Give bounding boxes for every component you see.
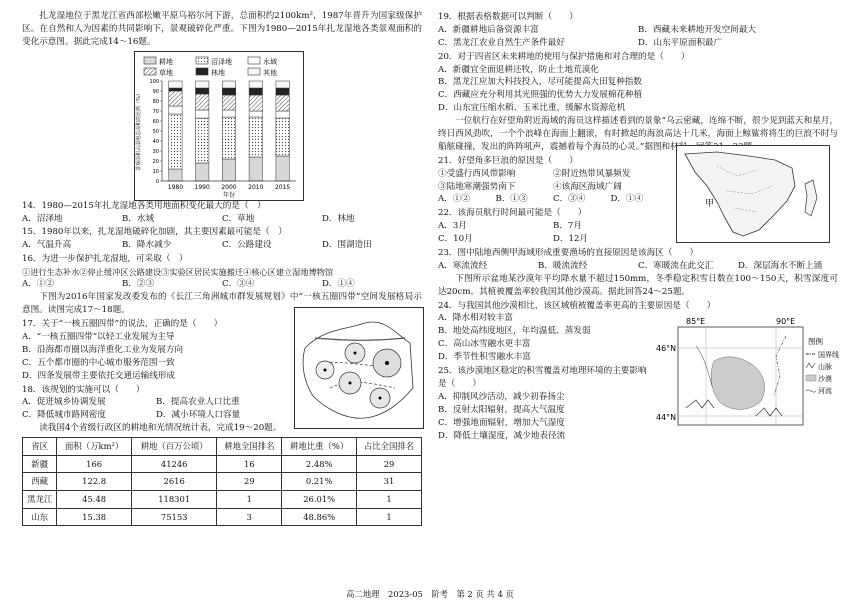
table-cell: 西藏 xyxy=(23,473,57,491)
table-cell: 29 xyxy=(357,455,422,473)
intro-21-23: 一位航行在好望角附近海域的海员这样描述看到的景象“乌云密藏，连绵不断，很少见到蓝天和星月，终日西风劲吹，一个个浪峰在海面上翻滚，有时掀起的海浪高达十几米，海面上鲸鲨将将生的巨浪不时与船舷碰撞，发出的阵阵吼声，震撼着每个海员的心灵。”据图和材料，回答21～23题。 xyxy=(438,116,838,152)
bar-segment xyxy=(196,118,209,163)
table-cell: 75153 xyxy=(132,508,217,526)
q18-option-c[interactable]: C．降低城市路网密度 xyxy=(22,410,106,421)
q19-option-c[interactable]: C．黑龙江农业自然生产条件最好 xyxy=(438,37,565,48)
y-tick-label: 10 xyxy=(152,168,159,175)
bar-segment xyxy=(222,117,235,159)
legend-swatch xyxy=(248,68,260,75)
bar-segment xyxy=(249,157,262,181)
section-17-18 xyxy=(22,291,422,422)
legend-mountain: 山脉 xyxy=(818,362,832,371)
table-cell: 1 xyxy=(217,490,282,508)
q23-option-c[interactable]: C．寒暖流在此交汇 xyxy=(638,260,714,271)
q21-items xyxy=(438,168,668,194)
q21-item: ①受盛行西风带影响 xyxy=(438,168,516,179)
q25-option-c[interactable]: C．增强地面辐射，增加大气湿度 xyxy=(438,417,565,428)
question-17: 17．关于“一核五圈四带”的说法，正确的是（ ） xyxy=(22,319,223,330)
bar-segment xyxy=(169,88,182,91)
question-22: 22．该海员航行时间最可能是（ ） xyxy=(438,208,587,219)
q16-option-c[interactable]: C．③④ xyxy=(222,279,255,290)
bar-segment xyxy=(169,169,182,181)
table-cell: 16 xyxy=(217,455,282,473)
table-cell: 山东 xyxy=(23,508,57,526)
table-cell: 15.38 xyxy=(57,508,132,526)
y-tick-label: 20 xyxy=(152,158,159,165)
question-21: 21．好望角多巨浪的原因是（ ） xyxy=(438,155,578,166)
q15-option-b[interactable]: B．降水减少 xyxy=(122,240,172,251)
table-cell: 41246 xyxy=(132,455,217,473)
table-cell: 29 xyxy=(217,473,282,491)
bar-segment xyxy=(222,110,235,117)
table-header-row xyxy=(23,438,422,456)
bar-segment xyxy=(249,81,262,88)
legend-label: 耕地 xyxy=(159,57,173,66)
q16-items: ①进行生态补水②停止缓冲区公路建设③实验区居民实施搬迁④核心区建立湿地博物馆 xyxy=(22,267,334,278)
legend-swatch xyxy=(144,57,156,64)
q22-option-b[interactable]: B．7月 xyxy=(553,221,582,232)
legend-swatch xyxy=(196,57,208,64)
left-column xyxy=(22,10,422,526)
y-tick-label: 60 xyxy=(152,118,159,125)
q14-options xyxy=(22,213,422,226)
q18-option-a[interactable]: A．促进城乡协调发展 xyxy=(22,397,106,408)
bar-segment xyxy=(169,106,182,114)
lon-90-label: 90°E xyxy=(776,316,796,326)
landscape-bar-chart xyxy=(134,51,304,201)
q21-option-c[interactable]: C．③④ xyxy=(553,194,586,205)
table-row xyxy=(23,508,422,526)
intro-24-25: 下图所示盆地某沙漠年平均降水量不超过150mm，冬季稳定积雪日数在100～150天，积雪深度可达20cm。其植被覆盖率较我国其他沙漠高。据此回答24～25题。 xyxy=(438,273,838,297)
legend-label: 其他 xyxy=(263,68,277,77)
table-header: 面积（万km²） xyxy=(57,438,132,456)
q17-options xyxy=(22,331,290,383)
q22-option-a[interactable]: A．3月 xyxy=(438,221,467,232)
table-cell: 48.86% xyxy=(282,508,357,526)
q21-item: ③陆地寒潮强势南下 xyxy=(438,181,516,192)
q17-option-b[interactable]: B．沿海都市圈以海洋重化工业为发展方向 xyxy=(22,344,184,355)
table-cell: 1 xyxy=(357,508,422,526)
q15-option-a[interactable]: A．气温升高 xyxy=(22,240,72,251)
table-cell: 118301 xyxy=(132,490,217,508)
q14-option-b[interactable]: B．水域 xyxy=(122,213,155,224)
table-cell: 122.8 xyxy=(57,473,132,491)
bar-segment xyxy=(276,88,289,95)
q23-option-d[interactable]: D．深层海水不断上涌 xyxy=(738,260,823,271)
bar-segment xyxy=(169,91,182,106)
legend-label: 草地 xyxy=(159,68,173,77)
bar-segment xyxy=(276,156,289,181)
bar-segment xyxy=(169,114,182,169)
q20-options xyxy=(438,64,838,116)
lat-46-label: 46°N xyxy=(656,343,677,353)
q20-option-b[interactable]: B．黑龙江应加大科技投入，尽可能提高大田复种指数 xyxy=(438,77,642,88)
question-16: 16．为进一步保护扎龙湿地，可采取（ ） xyxy=(22,254,188,265)
q25-options xyxy=(438,391,650,443)
q24-option-c[interactable]: C．高山冰雪融水更丰富 xyxy=(438,339,531,350)
y-tick-label: 30 xyxy=(152,148,159,155)
bar-segment xyxy=(249,95,262,111)
table-cell: 45.48 xyxy=(57,490,132,508)
y-tick-label: 100 xyxy=(149,78,159,85)
yangtze-delta-map xyxy=(294,307,424,429)
q14-option-c[interactable]: C．草地 xyxy=(222,213,255,224)
y-tick-label: 70 xyxy=(152,108,159,115)
question-18: 18．该规划的实施可以（ ） xyxy=(22,384,145,395)
legend-border: 国界线 xyxy=(818,350,839,359)
table-cell: 黑龙江 xyxy=(23,490,57,508)
x-tick-label: 1990 xyxy=(194,183,210,191)
table-header: 耕地（百万公顷） xyxy=(132,438,217,456)
table-cell: 26.01% xyxy=(282,490,357,508)
bar-segment xyxy=(196,94,209,110)
q15-option-d[interactable]: D．围湖造田 xyxy=(322,240,372,251)
table-cell: 新疆 xyxy=(23,455,57,473)
q25-option-d[interactable]: D．降低土壤湿度，减少地表径流 xyxy=(438,430,566,441)
bar-segment xyxy=(196,81,209,88)
lat-44-label: 44°N xyxy=(656,412,677,422)
q21-option-b[interactable]: B．①③ xyxy=(495,194,528,205)
table-header: 耕地比重（%） xyxy=(282,438,357,456)
q17-option-c[interactable]: C．五个都市圈的中心城市服务范围一致 xyxy=(22,357,175,368)
legend-swatch xyxy=(196,68,208,75)
table-row xyxy=(23,473,422,491)
bar-segment xyxy=(222,81,235,88)
q24-option-b[interactable]: B．地处高纬度地区，年均温低、蒸发弱 xyxy=(438,326,591,337)
x-axis-label: 年份 xyxy=(222,191,236,199)
q24-option-a[interactable]: A．降水相对较丰富 xyxy=(438,313,513,324)
q17-option-d[interactable]: D．四条发展带主要依托交通运输线形成 xyxy=(22,370,175,381)
q18-option-b[interactable]: B．提高农业人口比重 xyxy=(156,397,240,408)
table-cell: 1 xyxy=(357,490,422,508)
table-cell: 2616 xyxy=(132,473,217,491)
bar-segment xyxy=(249,117,262,157)
southern-africa-map xyxy=(676,145,830,243)
q23-option-a[interactable]: A．寒流流经 xyxy=(438,260,488,271)
table-cell: 0.21% xyxy=(282,473,357,491)
q16-option-d[interactable]: D．①④ xyxy=(322,279,355,290)
q21-item: ②附近热带风暴频发 xyxy=(553,168,631,179)
legend-label: 林地 xyxy=(211,68,225,77)
x-tick-label: 2000 xyxy=(221,183,237,191)
map-legend-title: 图例 xyxy=(808,336,823,346)
table-row xyxy=(23,490,422,508)
table-cell: 31 xyxy=(357,473,422,491)
legend-swatch xyxy=(248,57,260,64)
q21-item: ④该海区海域广阔 xyxy=(553,181,622,192)
q21-option-a[interactable]: A．①② xyxy=(438,194,470,205)
q20-option-d[interactable]: D．山东宜压缩水稻、玉米比重，缓解水资源危机 xyxy=(438,103,626,114)
legend-label: 沼泽地 xyxy=(211,57,232,66)
legend-river: 河流 xyxy=(818,386,832,395)
bar-segment xyxy=(222,88,235,95)
q16-option-b[interactable]: B．②③ xyxy=(122,279,155,290)
x-tick-label: 1980 xyxy=(167,183,184,191)
intro-19-20: 读我国4个省级行政区的耕地和光情况统计表，完成19～20题。 xyxy=(39,423,282,434)
map-legend xyxy=(806,350,839,395)
y-tick-label: 50 xyxy=(152,128,159,135)
y-tick-label: 90 xyxy=(152,88,159,95)
q25-option-a[interactable]: A．抑制风沙活动，减少初春扬尘 xyxy=(438,391,565,402)
question-25: 25．该沙漠地区稳定的积雪覆盖对地理环境的主要影响是（ ） xyxy=(438,366,647,389)
q15-options xyxy=(22,239,422,252)
question-15: 15．1980年以来，扎龙湿地破碎化加剧，其主要因素最可能是（ ） xyxy=(22,227,287,238)
bar-segment xyxy=(222,159,235,181)
q20-option-c[interactable]: C．西藏应充分利用其光照强的优势大力发展棉花种植 xyxy=(438,90,643,101)
section-21-23 xyxy=(438,155,838,246)
q22-option-c[interactable]: C．10月 xyxy=(438,234,473,245)
intro-14-16: 扎龙湿地位于黑龙江省西部松嫩平原乌裕尔河下游，总面积约2100km²，1987年晋升为国家级保护区。在自然和人为因素的共同影响下，景观破碎化严重。下图为1980—2015年扎龙湿地各类景观面积的变化示意图。据此完成14～16题。 xyxy=(22,11,422,47)
y-tick-label: 80 xyxy=(152,98,159,105)
q15-option-c[interactable]: C．公路建设 xyxy=(222,240,272,251)
section-24-25 xyxy=(438,300,838,443)
q22-options xyxy=(438,220,668,246)
intro-17-18: 下图为2016年国家发改委发布的《长江三角洲城市群发展规划》中“一核五圈四带”空间发展格局示意图。读图完成17～18题。 xyxy=(22,292,422,316)
q16-option-a[interactable]: A．①② xyxy=(22,279,54,290)
bar-segment xyxy=(276,95,289,111)
q16-options xyxy=(22,278,422,291)
bar-segment xyxy=(249,111,262,117)
q23-options xyxy=(438,260,838,273)
q24-options xyxy=(438,312,650,364)
question-24: 24．与我国其他沙漠相比，该区域植被覆盖率更高的主要原因是（ ） xyxy=(438,300,716,311)
y-axis-label: 景观面积占湿地总面积的比例（%） xyxy=(136,90,142,171)
q22-option-d[interactable]: D．12月 xyxy=(553,234,589,245)
page-footer: 高二地理 2023-05 阶考 第 2 页 共 4 页 xyxy=(346,589,514,599)
table-cell: 166 xyxy=(57,455,132,473)
q14-option-d[interactable]: D．林地 xyxy=(322,213,355,224)
bar-segment xyxy=(276,118,289,156)
bar-segment xyxy=(276,81,289,88)
question-19: 19．根据表格数据可以判断（ ） xyxy=(438,12,578,22)
table-header: 占比全国排名 xyxy=(357,438,422,456)
africa-map-label: 甲 xyxy=(705,198,715,209)
legend-label: 水域 xyxy=(263,57,277,66)
x-tick-label: 2015 xyxy=(274,183,291,191)
q19-option-a[interactable]: A．新疆耕地后备资源丰富 xyxy=(438,24,539,35)
bar-segment xyxy=(196,110,209,118)
chart-area xyxy=(22,49,422,199)
bar-segment xyxy=(222,95,235,110)
table-header: 省区 xyxy=(23,438,57,456)
question-23: 23．图中陆地西侧甲海域形成重要渔场的直接原因是该海区（ ） xyxy=(438,248,699,259)
q21-option-d[interactable]: D．①④ xyxy=(610,194,644,205)
question-20: 20．对于四省区未来耕地的使用与保护措施和对合理的是（ ） xyxy=(438,51,690,62)
right-column xyxy=(438,10,838,442)
q20-option-a[interactable]: A．新疆宜全面退耕还牧，防止土地荒漠化 xyxy=(438,64,599,75)
table-cell: 3 xyxy=(217,508,282,526)
y-tick-label: 0 xyxy=(155,178,159,185)
desert-basin-map xyxy=(656,316,839,428)
q19-option-d[interactable]: D．山东平原面积最广 xyxy=(638,37,723,48)
x-tick-label: 2010 xyxy=(248,183,264,191)
bar-segment xyxy=(249,88,262,95)
q19-options xyxy=(438,24,838,50)
farmland-table xyxy=(22,437,422,526)
y-tick-label: 40 xyxy=(152,138,159,145)
question-14: 14．1980—2015年扎龙湿地各类用地面积变化最大的是（ ） xyxy=(22,200,266,211)
lon-85-label: 85°E xyxy=(686,316,706,326)
legend-desert: 沙漠 xyxy=(818,374,832,383)
q25-option-b[interactable]: B．反射太阳辐射，提高大气温度 xyxy=(438,404,565,415)
q21-options xyxy=(438,193,668,206)
table-cell: 2.48% xyxy=(282,455,357,473)
q18-options xyxy=(22,396,290,422)
q14-option-a[interactable]: A．沼泽地 xyxy=(22,213,63,224)
table-row xyxy=(23,455,422,473)
bar-segment xyxy=(196,88,209,94)
q23-option-b[interactable]: B．暖流流经 xyxy=(538,260,588,271)
legend-swatch xyxy=(144,68,156,75)
bar-segment xyxy=(196,163,209,181)
q19-option-b[interactable]: B．西藏未来耕地开发空间最大 xyxy=(638,24,757,35)
table-header: 耕地全国排名 xyxy=(217,438,282,456)
q17-option-a[interactable]: A．“一核五圈四带”以轻工业发展为主导 xyxy=(22,331,175,342)
bar-segment xyxy=(169,81,182,88)
bar-segment xyxy=(276,111,289,118)
q18-option-d[interactable]: D．减小环境人口容量 xyxy=(156,410,241,421)
q24-option-d[interactable]: D．季节性积雪融水丰富 xyxy=(438,352,531,363)
